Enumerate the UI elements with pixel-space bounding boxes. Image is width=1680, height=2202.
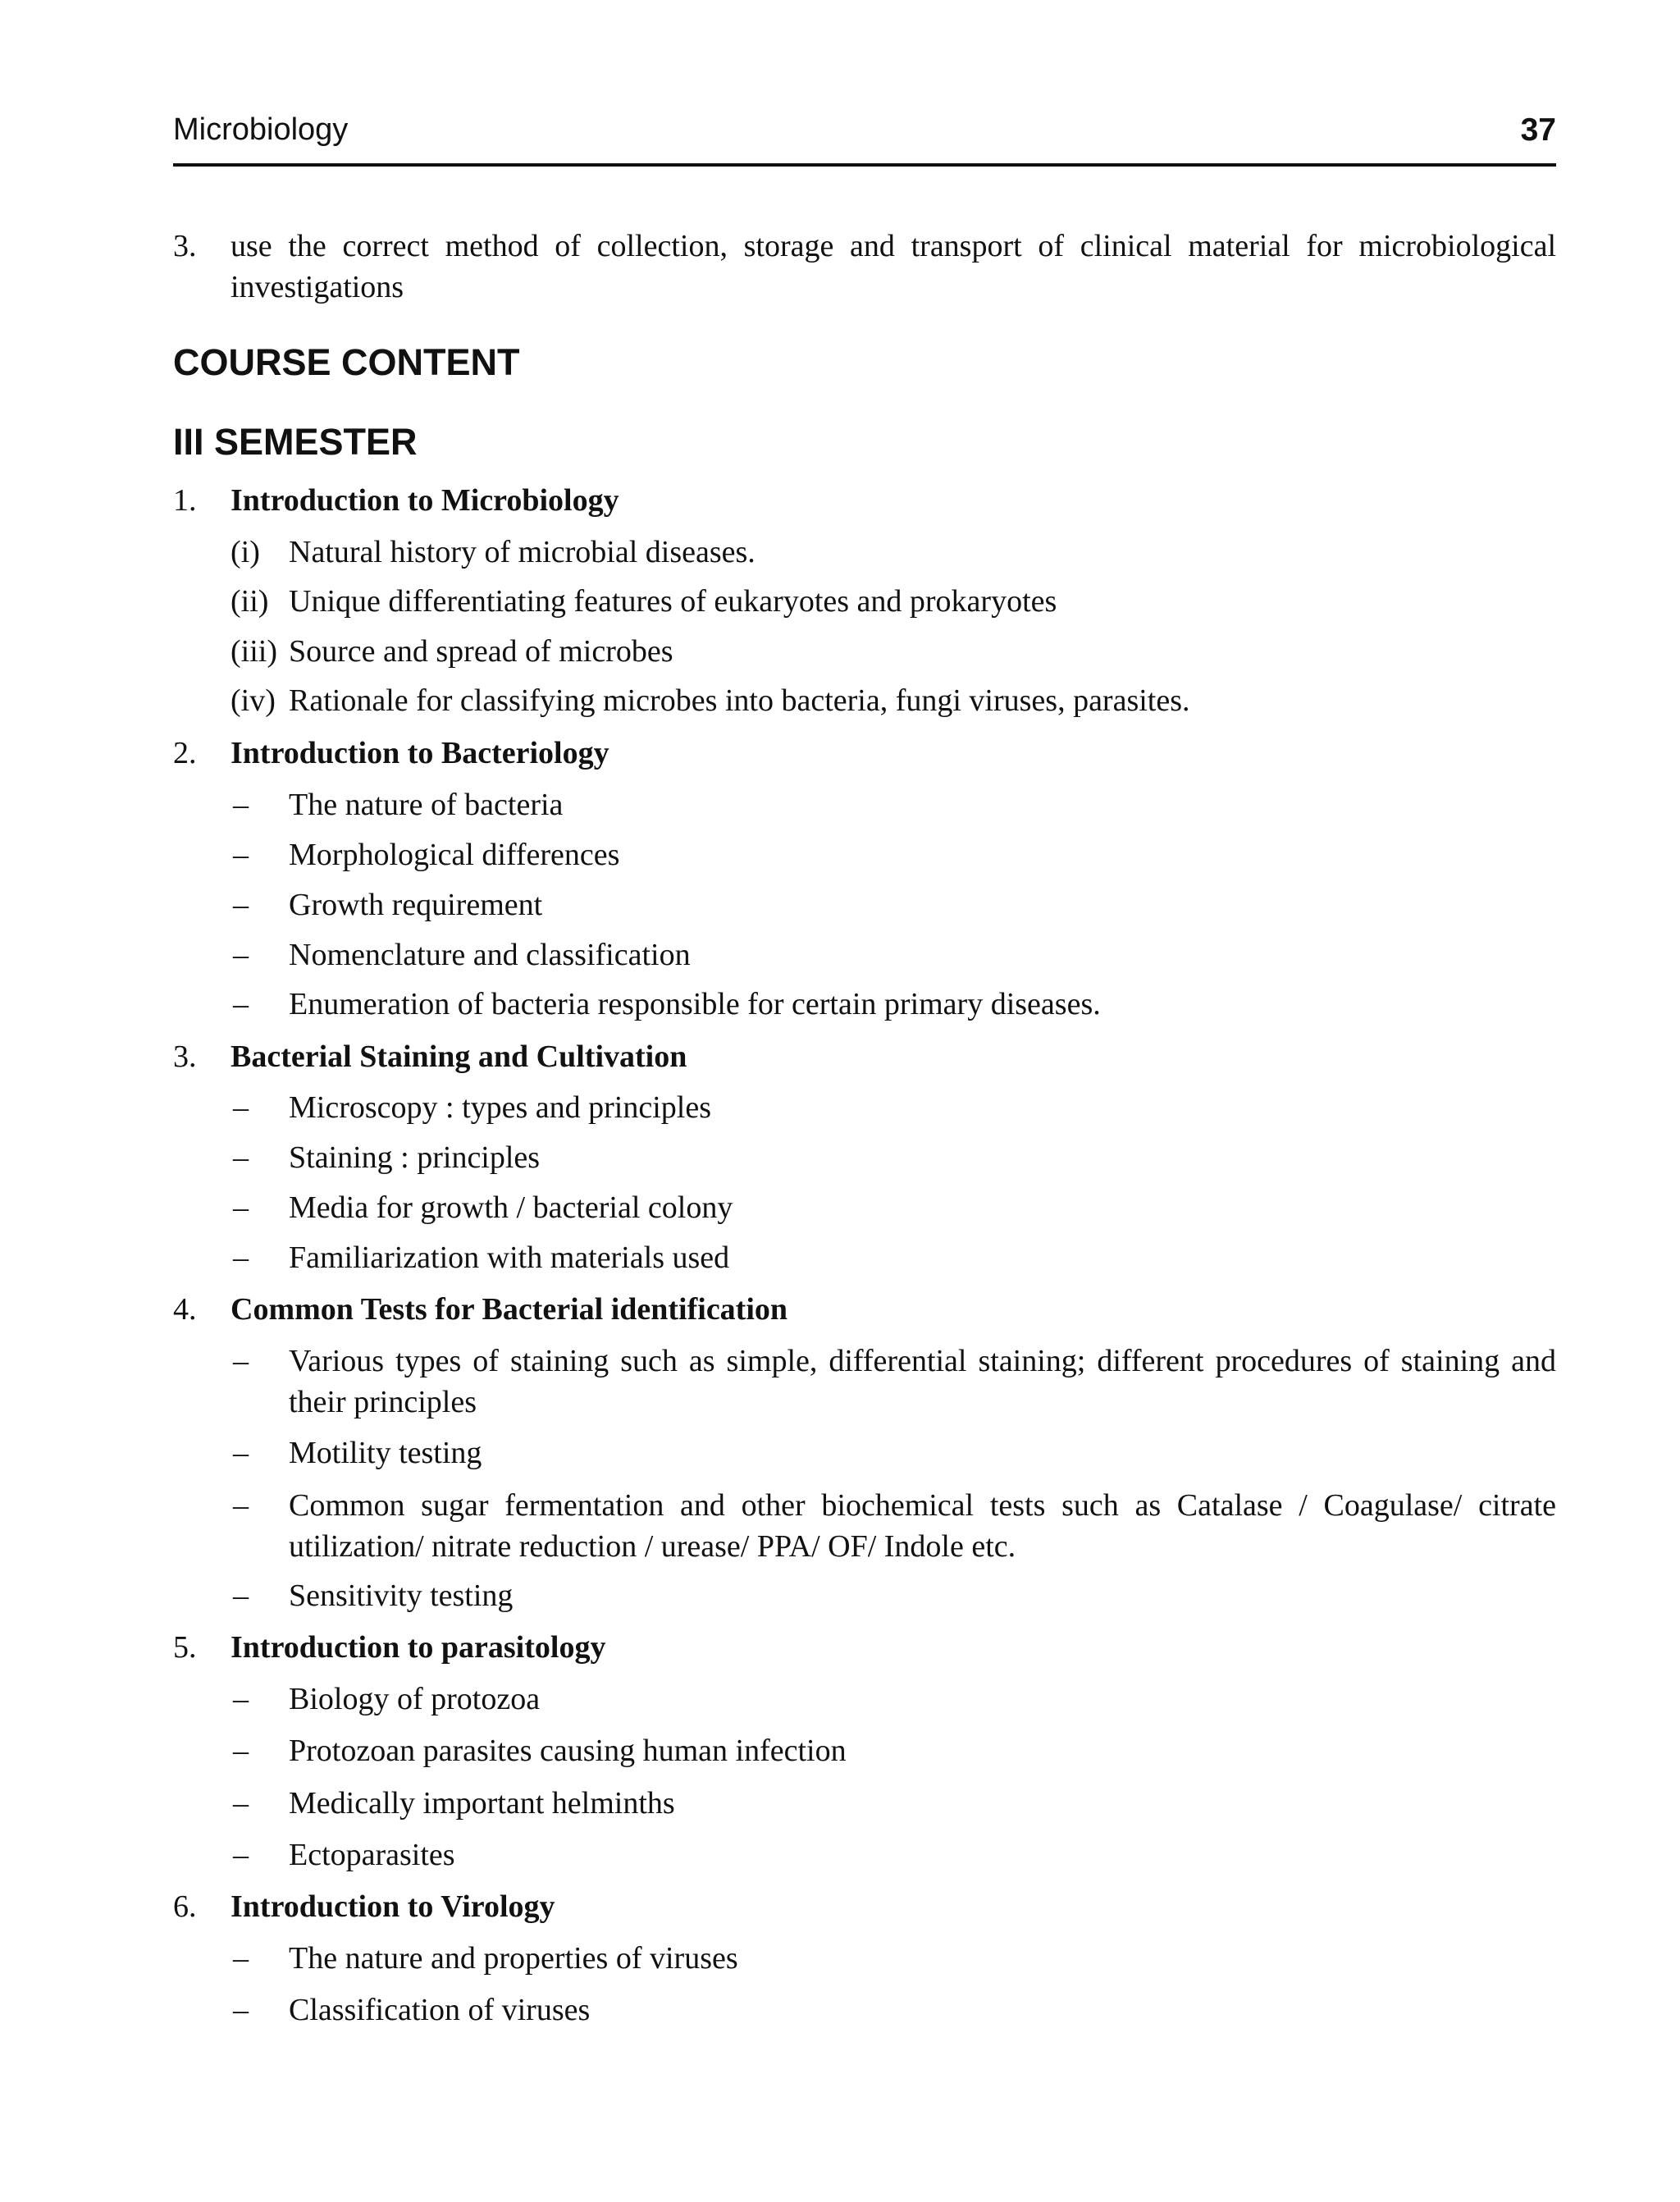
- list-marker: (i): [231, 535, 260, 569]
- section-number: 5.: [173, 1630, 197, 1665]
- section-number: 4.: [173, 1292, 197, 1327]
- section-title: Bacterial Staining and Cultivation: [231, 1039, 687, 1074]
- section-number: 1.: [173, 483, 197, 518]
- list-item: Growth requirement: [289, 888, 543, 922]
- list-marker: –: [233, 838, 249, 872]
- list-marker: –: [233, 1190, 249, 1225]
- list-item: Medically important helminths: [289, 1786, 675, 1821]
- running-header: [173, 109, 1556, 167]
- list-item: The nature of bacteria: [289, 788, 564, 822]
- list-marker: –: [233, 1941, 249, 1976]
- list-marker: –: [233, 1436, 249, 1470]
- list-item: Various types of staining such as simple, differential staining; different procedures of staining and their principles: [289, 1344, 1556, 1419]
- list-item: Biology of protozoa: [289, 1682, 541, 1716]
- list-item: Ectoparasites: [289, 1838, 455, 1872]
- page-number: 37: [1520, 112, 1556, 148]
- list-marker: –: [233, 788, 249, 822]
- list-item: Classification of viruses: [289, 1993, 591, 2027]
- section-title: Common Tests for Bacterial identification: [231, 1292, 788, 1327]
- list-item: The nature and properties of viruses: [289, 1941, 738, 1976]
- list-marker: –: [233, 1578, 249, 1613]
- list-marker: –: [233, 1734, 249, 1768]
- list-marker: –: [233, 1344, 249, 1378]
- list-item: Unique differentiating features of eukaryotes and prokaryotes: [289, 584, 1057, 619]
- list-item: Motility testing: [289, 1436, 482, 1470]
- section-number: 6.: [173, 1889, 197, 1924]
- running-title: Microbiology: [173, 112, 349, 147]
- list-marker: –: [233, 938, 249, 972]
- section-title: Introduction to Bacteriology: [231, 736, 609, 770]
- course-content-heading: COURSE CONTENT: [173, 341, 520, 383]
- list-marker: –: [233, 1140, 249, 1175]
- section-title: Introduction to Microbiology: [231, 483, 619, 518]
- list-marker: –: [233, 1786, 249, 1821]
- section-number: 3.: [173, 1039, 197, 1074]
- list-marker: (iv): [231, 683, 276, 718]
- section-title: Introduction to Virology: [231, 1889, 555, 1924]
- list-marker: –: [233, 1090, 249, 1125]
- list-marker: –: [233, 1240, 249, 1275]
- list-marker: –: [233, 987, 249, 1021]
- list-item: Rationale for classifying microbes into bacteria, fungi viruses, parasites.: [289, 683, 1190, 718]
- list-item: Morphological differences: [289, 838, 620, 872]
- list-item: Media for growth / bacterial colony: [289, 1190, 733, 1225]
- list-marker: –: [233, 1682, 249, 1716]
- list-marker: –: [233, 888, 249, 922]
- list-item: Enumeration of bacteria responsible for certain primary diseases.: [289, 987, 1101, 1021]
- list-item: Protozoan parasites causing human infection: [289, 1734, 847, 1768]
- section-title: Introduction to parasitology: [231, 1630, 606, 1665]
- list-item: Nomenclature and classification: [289, 938, 691, 972]
- list-marker: –: [233, 1838, 249, 1872]
- list-item: Microscopy : types and principles: [289, 1090, 712, 1125]
- section-number: 2.: [173, 736, 197, 770]
- list-item: Common sugar fermentation and other biochemical tests such as Catalase / Coagulase/ citrate utilization/ nitrate reduction / urease/ PPA/ OF/ Indole etc.: [289, 1488, 1556, 1564]
- intro-item-number: 3.: [173, 229, 197, 263]
- list-marker: –: [233, 1993, 249, 2027]
- list-item: Sensitivity testing: [289, 1578, 514, 1613]
- semester-heading: III SEMESTER: [173, 421, 418, 463]
- list-item: Staining : principles: [289, 1140, 541, 1175]
- list-marker: –: [233, 1488, 249, 1523]
- list-marker: (ii): [231, 584, 269, 619]
- list-marker: (iii): [231, 634, 277, 669]
- intro-item-text: use the correct method of collection, storage and transport of clinical material for microbiological investigations: [231, 229, 1556, 304]
- list-item: Familiarization with materials used: [289, 1240, 730, 1275]
- list-item: Natural history of microbial diseases.: [289, 535, 756, 569]
- list-item: Source and spread of microbes: [289, 634, 673, 669]
